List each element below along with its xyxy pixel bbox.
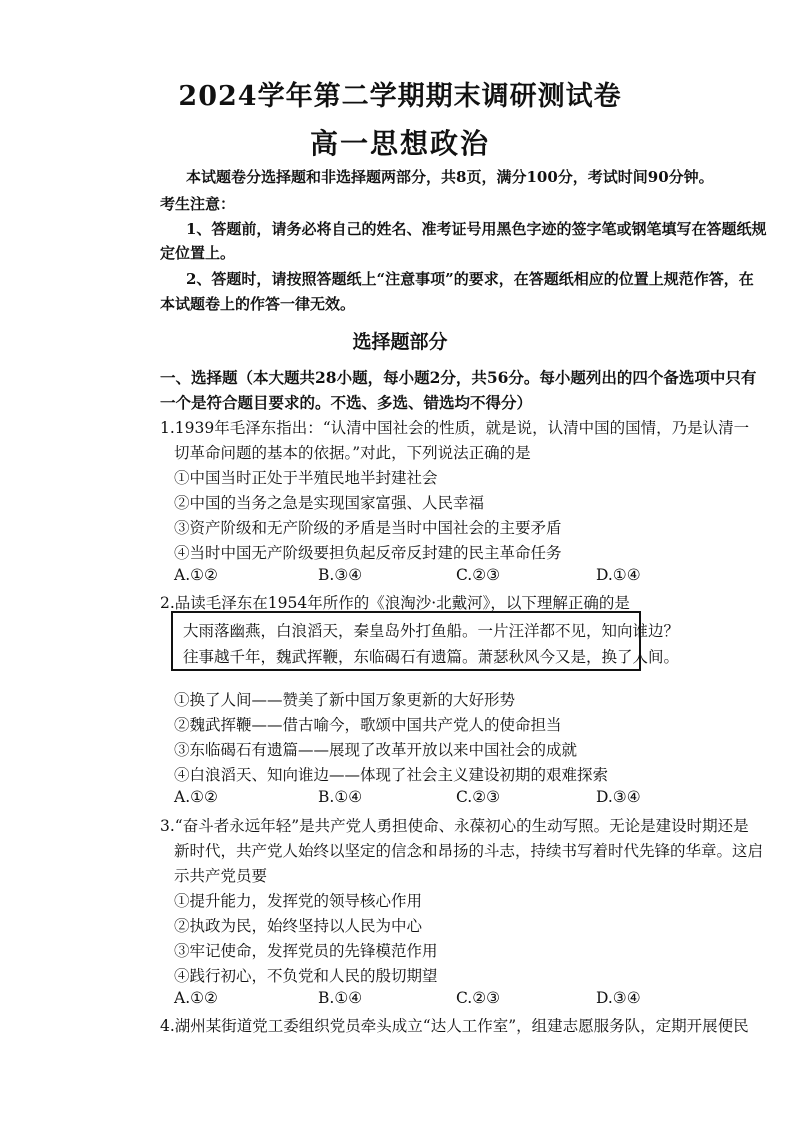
question-4-stem-line1: 4.湖州某街道党工委组织党员牵头成立“达人工作室”，组建志愿服务队，定期开展便民 xyxy=(160,1017,749,1035)
question-1-option-3: ③资产阶级和无产阶级的矛盾是当时中国社会的主要矛盾 xyxy=(174,519,562,537)
question-3-option-3: ③牢记使命，发挥党员的先锋模范作用 xyxy=(174,942,438,960)
question-3-option-1: ①提升能力，发挥党的领导核心作用 xyxy=(174,892,423,910)
question-1-option-1: ①中国当时正处于半殖民地半封建社会 xyxy=(174,469,438,487)
question-2-option-2: ②魏武挥鞭——借古喻今，歌颂中国共产党人的使命担当 xyxy=(174,716,562,734)
question-3-stem-line1: 3.“奋斗者永远年轻”是共产党人勇担使命、永葆初心的生动写照。无论是建设时期还是 xyxy=(160,817,749,835)
question-3-option-4: ④践行初心，不负党和人民的殷切期望 xyxy=(174,967,438,985)
note-1-line1: 1、答题前，请务必将自己的姓名、准考证号用黑色字迹的签字笔或钢笔填写在答题纸规 xyxy=(186,220,767,238)
question-3-choice-c: C.②③ xyxy=(456,989,501,1007)
question-1-option-4: ④当时中国无产阶级要担负起反帝反封建的民主革命任务 xyxy=(174,544,562,562)
section-title: 选择题部分 xyxy=(352,331,448,353)
question-2-option-1: ①换了人间——赞美了新中国万象更新的大好形势 xyxy=(174,691,516,709)
note-2-line2: 本试题卷上的作答一律无效。 xyxy=(160,295,356,313)
question-1-choice-d: D.①④ xyxy=(596,566,641,584)
question-3-option-2: ②执政为民，始终坚持以人民为中心 xyxy=(174,917,423,935)
note-1-line2: 定位置上。 xyxy=(160,244,236,262)
question-2-option-4: ④白浪滔天、知向谁边——体现了社会主义建设初期的艰难探索 xyxy=(174,766,609,784)
poem-line-1: 大雨落幽燕，白浪滔天，秦皇岛外打鱼船。一片汪洋都不见，知向谁边？ xyxy=(183,622,680,640)
question-1-option-2: ②中国的当务之急是实现国家富强、人民幸福 xyxy=(174,494,485,512)
exam-title: 2024学年第二学期期末调研测试卷 xyxy=(178,81,622,112)
question-2-stem: 2.品读毛泽东在1954年所作的《浪淘沙·北戴河》，以下理解正确的是 xyxy=(160,594,630,612)
question-3-choice-b: B.①④ xyxy=(318,989,363,1007)
question-2-option-3: ③东临碣石有遗篇——展现了改革开放以来中国社会的成就 xyxy=(174,741,578,759)
part-instruction-line1: 一、选择题（本大题共28小题，每小题2分，共56分。每小题列出的四个备选项中只有 xyxy=(160,368,757,387)
question-2-choice-d: D.③④ xyxy=(596,788,641,806)
question-3-stem-line3: 示共产党员要 xyxy=(174,867,268,885)
notice-label: 考生注意： xyxy=(160,195,236,213)
question-2-choice-b: B.①④ xyxy=(318,788,363,806)
question-2-choice-a: A.①② xyxy=(174,788,218,806)
question-2-choice-c: C.②③ xyxy=(456,788,501,806)
exam-intro: 本试题卷分选择题和非选择题两部分，共8页，满分100分，考试时间90分钟。 xyxy=(186,168,714,186)
question-1-stem-line1: 1.1939年毛泽东指出：“认清中国社会的性质，就是说，认清中国的国情，乃是认清一 xyxy=(160,419,750,437)
question-3-choice-d: D.③④ xyxy=(596,989,641,1007)
poem-box xyxy=(171,611,680,671)
question-1-stem-line2: 切革命问题的基本的依据。”对此，下列说法正确的是 xyxy=(174,444,531,462)
part-instruction-line2: 一个是符合题目要求的。不选、多选、错选均不得分） xyxy=(160,393,533,412)
question-1-choice-a: A.①② xyxy=(174,566,218,584)
note-2-line1: 2、答题时，请按照答题纸上“注意事项”的要求，在答题纸相应的位置上规范作答，在 xyxy=(186,270,754,288)
poem-line-2: 往事越千年，魏武挥鞭，东临碣石有遗篇。萧瑟秋风今又是，换了人间。 xyxy=(183,648,680,666)
question-1-choice-b: B.③④ xyxy=(318,566,363,584)
question-3-choice-a: A.①② xyxy=(174,989,218,1007)
subject-title: 高一思想政治 xyxy=(309,127,490,160)
question-3-stem-line2: 新时代，共产党人始终以坚定的信念和昂扬的斗志，持续书写着时代先锋的华章。这启 xyxy=(174,842,764,860)
question-1-choice-c: C.②③ xyxy=(456,566,501,584)
